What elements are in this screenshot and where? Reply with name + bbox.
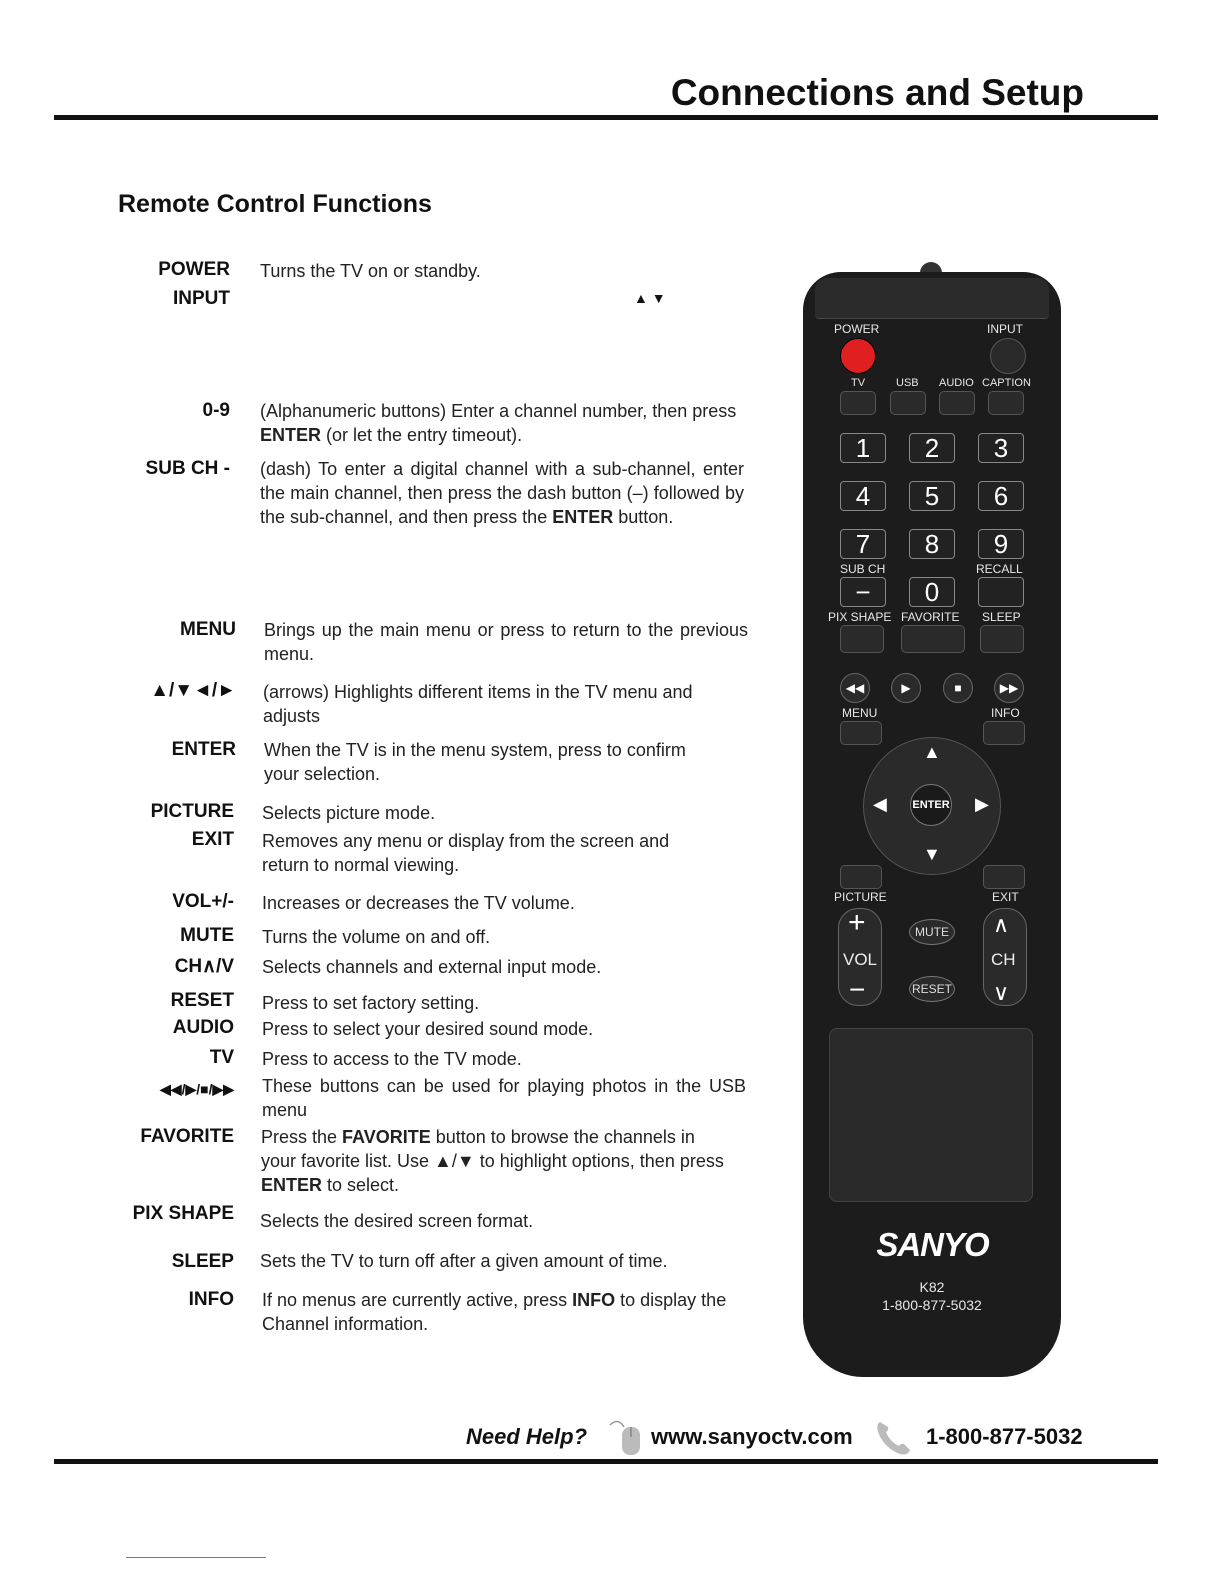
picture-button [840,865,882,889]
info-button [983,721,1025,745]
term-exit: EXIT [191,829,234,850]
digit-9-button: 9 [978,529,1024,559]
desc-vol: Increases or decreases the TV volume. [262,893,575,913]
desc-picture: Selects picture mode. [262,803,436,823]
footer-rule [54,1459,1158,1464]
remote-vol-label: VOL [843,950,878,969]
remote-usb-label: USB [896,377,919,389]
term-arrows: ▲/▼◄/► [150,680,236,701]
fast-forward-icon: ▶▶ [994,673,1024,703]
digit-8-button: 8 [909,529,955,559]
desc-sub-ch: (dash) To enter a digital channel with a sub-channel, enter the main channel, then press the dash button (–) followed by the sub-channel, and then press the ENTER button. [260,459,744,527]
digit-5-button: 5 [909,481,955,511]
desc-0-9: (Alphanumeric buttons) Enter a channel number, then press ENTER (or let the entry timeout). [260,401,737,445]
favorite-button [901,625,965,653]
term-vol: VOL+/- [172,891,234,912]
mute-button: MUTE [909,919,955,945]
desc-sleep: Sets the TV to turn off after a given amount of time. [260,1251,668,1271]
desc-playback: These buttons can be used for playing photos in the USB menu [262,1076,746,1120]
recall-button [978,577,1024,607]
term-favorite: FAVORITE [140,1126,234,1147]
term-0-9: 0-9 [202,400,230,421]
left-arrow-icon: ◀ [873,794,887,814]
vol-minus-icon: − [849,974,866,1005]
remote-label-area [829,1028,1033,1202]
menu-button [840,721,882,745]
remote-exit-label: EXIT [992,890,1019,904]
term-power: POWER [158,259,230,280]
digit-0-button: 0 [909,577,955,607]
digit-2-button: 2 [909,433,955,463]
remote-pixshape-label: PIX SHAPE [828,610,892,624]
remote-model-info [860,1278,1004,1314]
remote-subch-label: SUB CH [840,562,886,576]
remote-picture-label: PICTURE [834,890,887,904]
sleep-button [980,625,1024,653]
remote-audio-label: AUDIO [939,377,974,389]
phone-icon [874,1418,914,1458]
vol-plus-icon: + [848,906,866,939]
desc-tv: Press to access to the TV mode. [262,1049,522,1069]
desc-favorite: Press the FAVORITE button to browse the channels in your favorite list. Use ▲/▼ to highlight options, then press ENTER to select. [261,1127,724,1195]
term-reset: RESET [170,990,234,1011]
digit-4-button: 4 [840,481,886,511]
input-arrows: ▲ ▼ [634,290,666,306]
mouse-icon [608,1417,642,1457]
enter-button: ENTER [910,784,952,826]
header-rule [54,115,1158,120]
remote-sleep-label: SLEEP [982,610,1021,624]
sanyo-logo: SANYO [876,1226,989,1263]
desc-mute: Turns the volume on and off. [262,927,491,947]
remote-input-label: INPUT [987,322,1023,336]
digit-6-button: 6 [978,481,1024,511]
remote-phone: 1-800-877-5032 [882,1297,982,1313]
right-arrow-icon: ▶ [975,794,989,814]
remote-power-label: POWER [834,322,880,336]
up-arrow-icon: ▲ [923,742,941,762]
term-picture: PICTURE [150,801,234,822]
remote-tv-label: TV [851,377,866,389]
remote-menu-label: MENU [842,706,878,720]
desc-info: If no menus are currently active, press INFO to display the Channel information. [262,1290,727,1334]
remote-info-label: INFO [991,706,1020,720]
input-button [990,338,1026,374]
ch-down-icon: ∨ [993,980,1010,1005]
reset-button: RESET [909,976,955,1002]
section-title: Remote Control Functions [118,190,432,218]
ch-up-icon: ∧ [993,912,1010,937]
page-header-title: Connections and Setup [670,72,1084,113]
footnote-line [126,1557,266,1558]
exit-button [983,865,1025,889]
desc-reset: Press to set factory setting. [262,993,480,1013]
term-playback: ◀◀/▶/■/▶▶ [160,1081,234,1097]
power-button [840,338,876,374]
remote-ch-label: CH [991,950,1016,969]
term-input: INPUT [173,288,230,309]
remote-model: K82 [919,1279,945,1295]
digit-1-button: 1 [840,433,886,463]
desc-menu: Brings up the main menu or press to return to the previous menu. [264,620,748,664]
remote-recall-label: RECALL [976,562,1023,576]
desc-exit: Removes any menu or display from the screen and return to normal viewing. [262,831,670,875]
dash-button: − [840,577,886,607]
usb-button [890,391,926,415]
website-link[interactable]: www.sanyoctv.com [651,1424,853,1449]
term-ch: CH∧/V [174,956,234,977]
remote-favorite-label: FAVORITE [901,610,960,624]
need-help-text: Need Help? [466,1424,588,1449]
caption-button [988,391,1024,415]
term-sleep: SLEEP [171,1251,234,1272]
footer-phone: 1-800-877-5032 [926,1424,1083,1449]
term-sub-ch: SUB CH - [145,458,230,479]
pixshape-button [840,625,884,653]
digit-3-button: 3 [978,433,1024,463]
term-audio: AUDIO [172,1017,234,1038]
remote-caption-label: CAPTION [982,377,1031,389]
desc-enter: When the TV is in the menu system, press to confirm your selection. [264,740,686,784]
desc-ch: Selects channels and external input mode. [262,957,602,977]
rewind-icon: ◀◀ [840,673,870,703]
term-enter: ENTER [171,739,236,760]
term-tv: TV [209,1047,234,1068]
desc-arrows: (arrows) Highlights different items in the TV menu and adjusts [263,682,693,726]
term-mute: MUTE [180,925,234,946]
play-icon: ▶ [891,673,921,703]
term-menu: MENU [180,619,236,640]
audio-button [939,391,975,415]
term-info: INFO [188,1289,234,1310]
term-pix-shape: PIX SHAPE [132,1203,234,1224]
desc-pix-shape: Selects the desired screen format. [260,1211,534,1231]
tv-button [840,391,876,415]
stop-icon: ■ [943,673,973,703]
digit-7-button: 7 [840,529,886,559]
down-arrow-icon: ▼ [923,844,941,864]
desc-power: Turns the TV on or standby. [260,261,481,281]
desc-audio: Press to select your desired sound mode. [262,1019,594,1039]
remote-top-cap [815,278,1049,319]
